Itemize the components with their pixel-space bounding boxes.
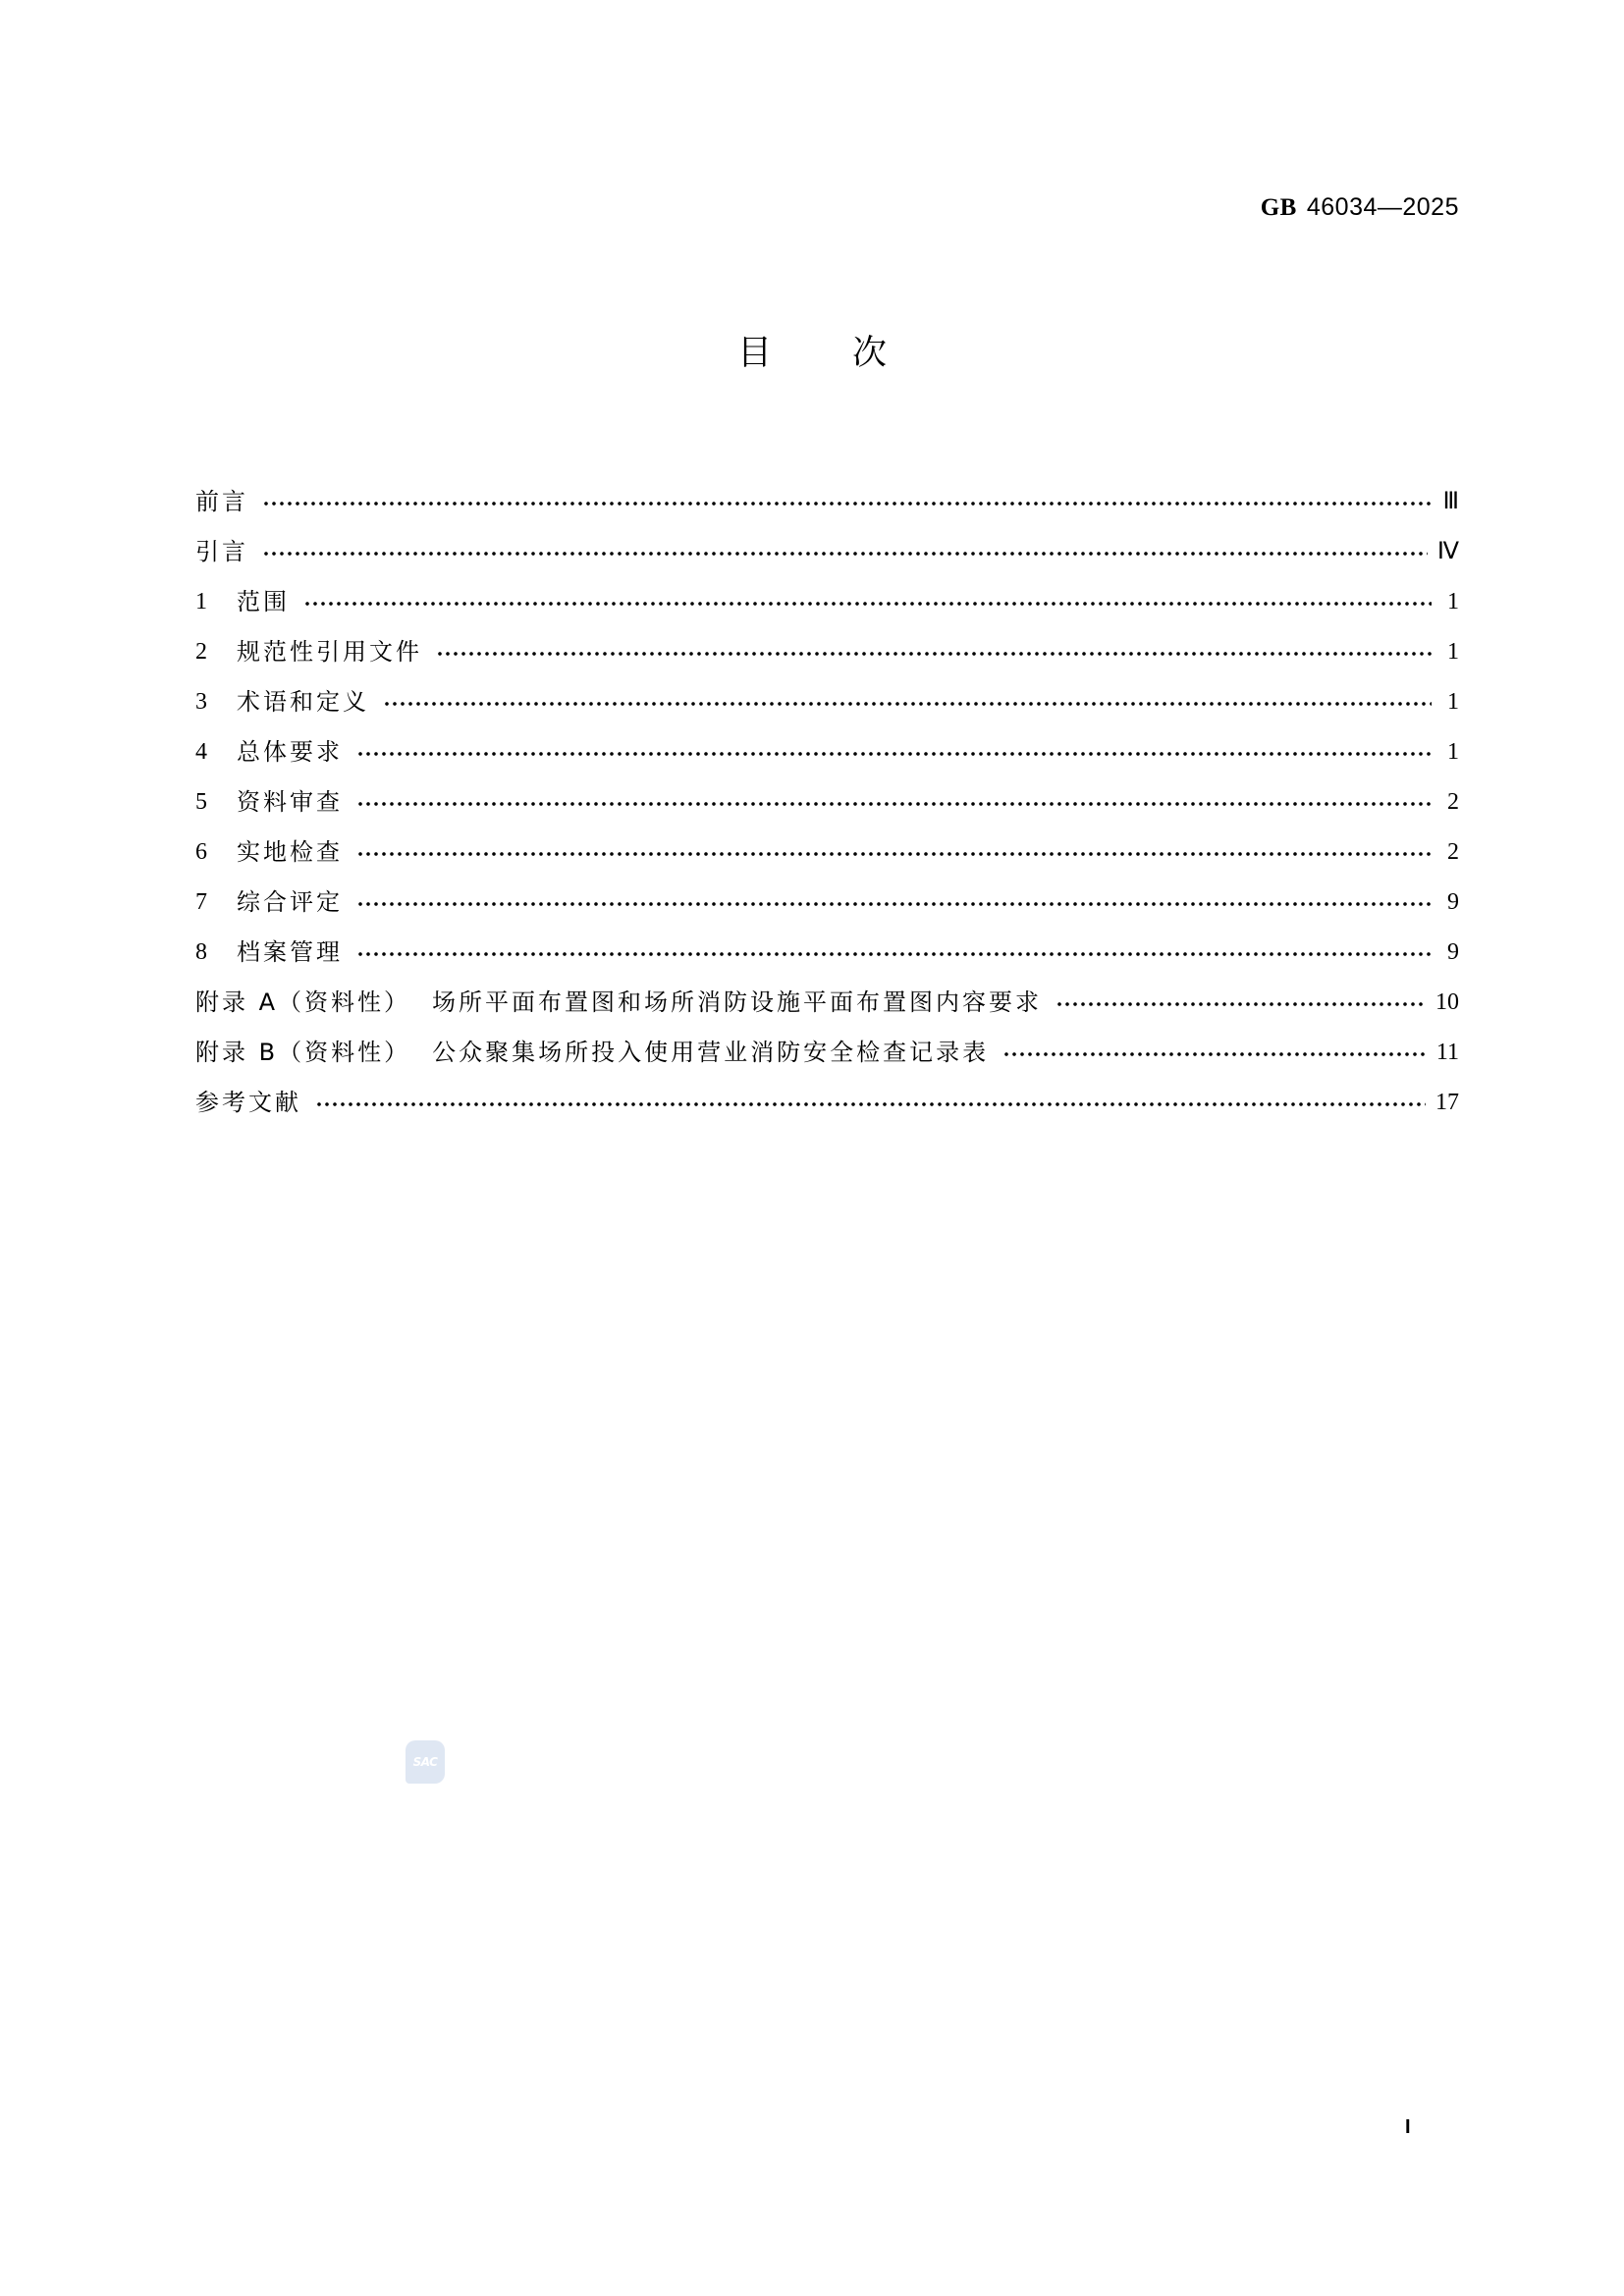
toc-entry-label: 前言 [195,488,248,515]
leader-dots [356,800,1432,808]
toc-entry-appendix-a[interactable] [195,967,1459,1017]
toc-entry-label: 档案管理 [237,938,343,966]
sac-watermark-logo [406,1740,445,1784]
toc-entry-page: 9 [1447,889,1459,915]
toc-entry-number: 8 [195,939,207,965]
toc-entry-1[interactable] [195,566,1459,616]
leader-dots [1056,1000,1426,1008]
toc-entry-page: 10 [1435,989,1459,1015]
toc-entry-label [195,1038,989,1067]
toc-entry-label: 资料审查 [237,788,343,816]
toc-entry-5[interactable] [195,767,1459,817]
toc-entry-7[interactable] [195,867,1459,917]
toc-entry-page: 11 [1435,1040,1459,1065]
toc-entry-page: 17 [1435,1090,1459,1115]
toc-entry-page: 1 [1447,689,1459,715]
leader-dots [315,1100,1426,1108]
leader-dots [303,600,1432,608]
toc-entry-page: Ⅲ [1442,489,1459,514]
toc-title-char-1: 目 [736,334,772,373]
toc-entry-2[interactable] [195,616,1459,667]
toc-entry-references[interactable] [195,1067,1459,1117]
standard-prefix: GB [1260,194,1297,221]
toc-entry-foreword[interactable] [195,466,1459,516]
toc-entry-label: 范围 [237,588,290,615]
standard-code: 46034—2025 [1306,193,1459,221]
toc-entry-label: 规范性引用文件 [237,638,422,666]
toc-entry-number: 2 [195,639,207,665]
toc-entry-page: 1 [1447,589,1459,614]
toc-entry-page: 2 [1447,839,1459,865]
toc-entry-label: 术语和定义 [237,688,369,716]
toc-entry-page: 9 [1447,939,1459,965]
leader-dots [356,900,1432,908]
toc-entry-3[interactable] [195,667,1459,717]
leader-dots [436,650,1432,658]
toc-entry-label: 参考文献 [195,1089,301,1116]
toc-entry-introduction[interactable] [195,516,1459,566]
toc-entry-number: 1 [195,589,207,614]
toc-entry-page: 1 [1447,739,1459,765]
leader-dots [356,750,1432,758]
appendix-title: 公众聚集场所投入使用营业消防安全检查记录表 [432,1039,990,1066]
toc-entry-4[interactable] [195,717,1459,767]
toc-entry-number: 6 [195,839,207,865]
toc-entry-label: 实地检查 [237,838,343,866]
toc-entry-label: 综合评定 [237,888,343,916]
leader-dots [383,700,1432,708]
appendix-prefix: 附录 B（资料性） [195,1039,411,1066]
toc-entry-appendix-b[interactable] [195,1017,1459,1067]
table-of-contents [195,466,1459,1117]
leader-dots [262,500,1432,507]
toc-entry-number: 4 [195,739,207,765]
toc-entry-number: 3 [195,689,207,715]
toc-entry-number: 5 [195,789,207,815]
appendix-title: 场所平面布置图和场所消防设施平面布置图内容要求 [432,988,1043,1016]
watermark-text: SAC [412,1755,438,1769]
toc-entry-page: 1 [1447,639,1459,665]
toc-entry-page: Ⅳ [1436,539,1459,564]
toc-entry-label [195,988,1042,1017]
leader-dots [356,950,1432,958]
toc-entry-label: 总体要求 [237,738,343,766]
toc-entry-6[interactable] [195,817,1459,867]
appendix-prefix: 附录 A（资料性） [195,988,411,1016]
toc-entry-page: 2 [1447,789,1459,815]
toc-entry-label: 引言 [195,538,248,565]
toc-entry-8[interactable] [195,917,1459,967]
leader-dots [1002,1050,1427,1058]
toc-title-char-2: 次 [852,334,888,373]
toc-entry-number: 7 [195,889,207,915]
toc-title [0,334,1624,373]
leader-dots [262,550,1428,558]
page-number: I [1405,2116,1411,2138]
standard-number [1261,192,1459,222]
leader-dots [356,850,1432,858]
